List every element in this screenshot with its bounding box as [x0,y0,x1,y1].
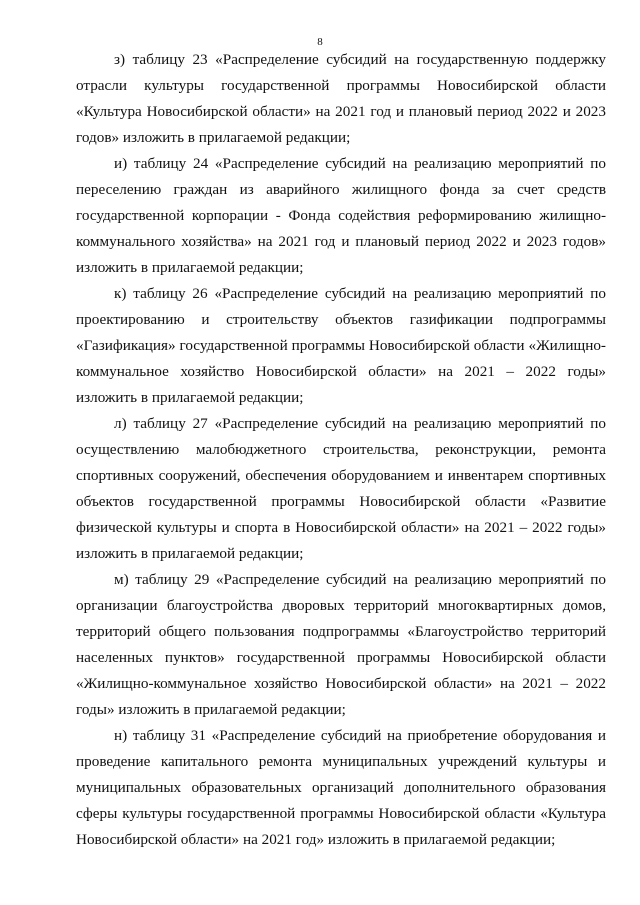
paragraph-z: з) таблицу 23 «Распределение субсидий на государственную поддержку отрасли культуры государственной программы Новосибирской области «Культура Новосибирской области» на 2021 год и плановый период 2022 и 2023 годов» изложить в прилагаемой редакции; [76,51,606,146]
page-number: 8 [317,36,323,48]
paragraph-k: к) таблицу 26 «Распределение субсидий на реализацию мероприятий по проектированию и строительству объектов газификации подпрограммы «Газификация» государственной программы Новосибирской области «Жилищно-коммунальное хозяйство Новосибирской области» на 2021 – 2022 годы» изложить в прилагаемой редакции; [76,285,606,406]
paragraph-n: н) таблицу 31 «Распределение субсидий на приобретение оборудования и проведение капитального ремонта муниципальных учреждений культуры и муниципальных образовательных организаций дополнительного образования сферы культуры государственной программы Новосибирской области «Культура Новосибирской области» на 2021 год» изложить в прилагаемой редакции; [76,727,606,848]
paragraph-i: и) таблицу 24 «Распределение субсидий на реализацию мероприятий по переселению граждан из аварийного жилищного фонда за счет средств государственной корпорации - Фонда содействия реформированию жилищно-коммунального хозяйства» на 2021 год и плановый период 2022 и 2023 годов» изложить в прилагаемой редакции; [76,155,606,276]
paragraph-m: м) таблицу 29 «Распределение субсидий на реализацию мероприятий по организации благоустройства дворовых территорий многоквартирных домов, территорий общего пользования подпрограммы «Благоустройство территорий населенных пунктов» государственной программы Новосибирской области «Жилищно-коммунальное хозяйство Новосибирской области» на 2021 – 2022 годы» изложить в прилагаемой редакции; [76,571,606,718]
paragraph-l: л) таблицу 27 «Распределение субсидий на реализацию мероприятий по осуществлению малобюджетного строительства, реконструкции, ремонта спортивных сооружений, обеспечения оборудованием и инвентарем спортивных объектов государственной программы Новосибирской области «Развитие физической культуры и спорта в Новосибирской области» на 2021 – 2022 годы» изложить в прилагаемой редакции; [76,415,606,562]
document-body [76,47,606,853]
